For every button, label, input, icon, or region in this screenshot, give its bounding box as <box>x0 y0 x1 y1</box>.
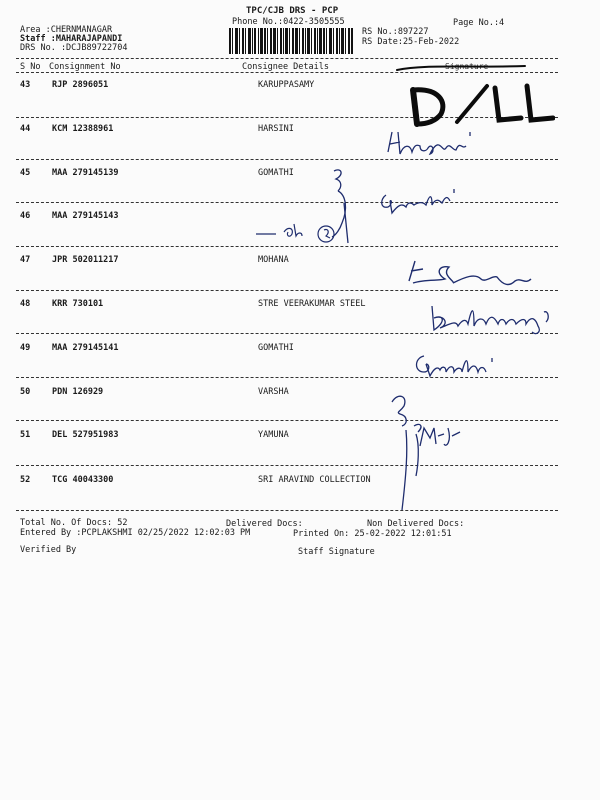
row-sno: 46 <box>20 211 31 221</box>
handwritten-signature-49 <box>412 350 504 380</box>
row-sno: 44 <box>20 124 31 134</box>
column-header-consignee: Consignee Details <box>242 62 329 72</box>
area-label: Area :CHERNMANAGAR <box>20 25 113 35</box>
handwritten-signature-47 <box>405 257 535 289</box>
row-divider <box>16 159 558 160</box>
staff-label: Staff :MAHARAJAPANDI <box>20 34 123 44</box>
document-title: TPC/CJB DRS - PCP <box>246 6 339 16</box>
row-consignment-no: KRR 730101 <box>52 299 104 309</box>
staff-signature-label: Staff Signature <box>298 547 375 557</box>
delivered-docs: Delivered Docs: <box>226 519 303 529</box>
phone-number: Phone No.:0422-3505555 <box>232 17 345 27</box>
verified-by: Verified By <box>20 545 77 555</box>
row-sno: 47 <box>20 255 31 265</box>
row-sno: 48 <box>20 299 31 309</box>
printed-on: Printed On: 25-02-2022 12:01:51 <box>293 529 452 539</box>
handwritten-signature-48 <box>428 302 556 338</box>
row-sno: 51 <box>20 430 31 440</box>
row-consignment-no: MAA 279145141 <box>52 343 119 353</box>
row-consignee: SRI ARAVIND COLLECTION <box>258 475 371 485</box>
row-consignee: GOMATHI <box>258 168 294 178</box>
column-header-sno: S No <box>20 62 41 72</box>
table-row <box>0 475 600 485</box>
handwritten-signature-45 <box>328 165 468 247</box>
row-consignee: MOHANA <box>258 255 289 265</box>
handwritten-mark-50-52 <box>386 386 466 514</box>
entered-by: Entered By :PCPLAKSHMI 02/25/2022 12:02:03 PM <box>20 528 251 538</box>
row-consignment-no: TCG 40043300 <box>52 475 114 485</box>
row-consignment-no: KCM 12388961 <box>52 124 114 134</box>
row-divider <box>16 290 558 291</box>
rs-date: RS Date:25-Feb-2022 <box>362 37 460 47</box>
row-consignment-no: MAA 279145143 <box>52 211 119 221</box>
row-divider <box>16 202 558 203</box>
row-divider <box>16 510 558 511</box>
row-consignment-no: PDN 126929 <box>52 387 104 397</box>
column-header-consignment: Consignment No <box>49 62 121 72</box>
row-consignee: VARSHA <box>258 387 289 397</box>
row-sno: 45 <box>20 168 31 178</box>
column-header-signature: Signature <box>445 62 489 71</box>
row-consignment-no: MAA 279145139 <box>52 168 119 178</box>
row-consignee: HARSINI <box>258 124 294 134</box>
row-divider <box>16 465 558 466</box>
page-number: Page No.:4 <box>453 18 505 28</box>
row-sno: 49 <box>20 343 31 353</box>
row-consignee: GOMATHI <box>258 343 294 353</box>
handwritten-mark-46 <box>254 218 346 248</box>
table-row <box>0 168 600 178</box>
handwritten-signature-44 <box>386 128 476 162</box>
row-consignee: YAMUNA <box>258 430 289 440</box>
rs-number: RS No.:897227 <box>362 27 429 37</box>
row-consignee: KARUPPASAMY <box>258 80 315 90</box>
handwritten-signature-43 <box>395 62 555 132</box>
divider <box>16 58 558 59</box>
row-consignment-no: DEL 527951983 <box>52 430 119 440</box>
row-divider <box>16 420 558 421</box>
row-consignment-no: RJP 2896051 <box>52 80 109 90</box>
row-consignee: STRE VEERAKUMAR STEEL <box>258 299 366 309</box>
row-sno: 43 <box>20 80 31 90</box>
table-row <box>0 430 600 440</box>
drs-number: DRS No. :DCJB89722704 <box>20 43 128 53</box>
row-consignment-no: JPR 502011217 <box>52 255 119 265</box>
barcode <box>229 28 353 54</box>
table-row <box>0 387 600 397</box>
total-docs: Total No. Of Docs: 52 <box>20 518 128 528</box>
row-sno: 52 <box>20 475 31 485</box>
table-row <box>0 343 600 353</box>
row-sno: 50 <box>20 387 31 397</box>
non-delivered-docs: Non Delivered Docs: <box>367 519 465 529</box>
